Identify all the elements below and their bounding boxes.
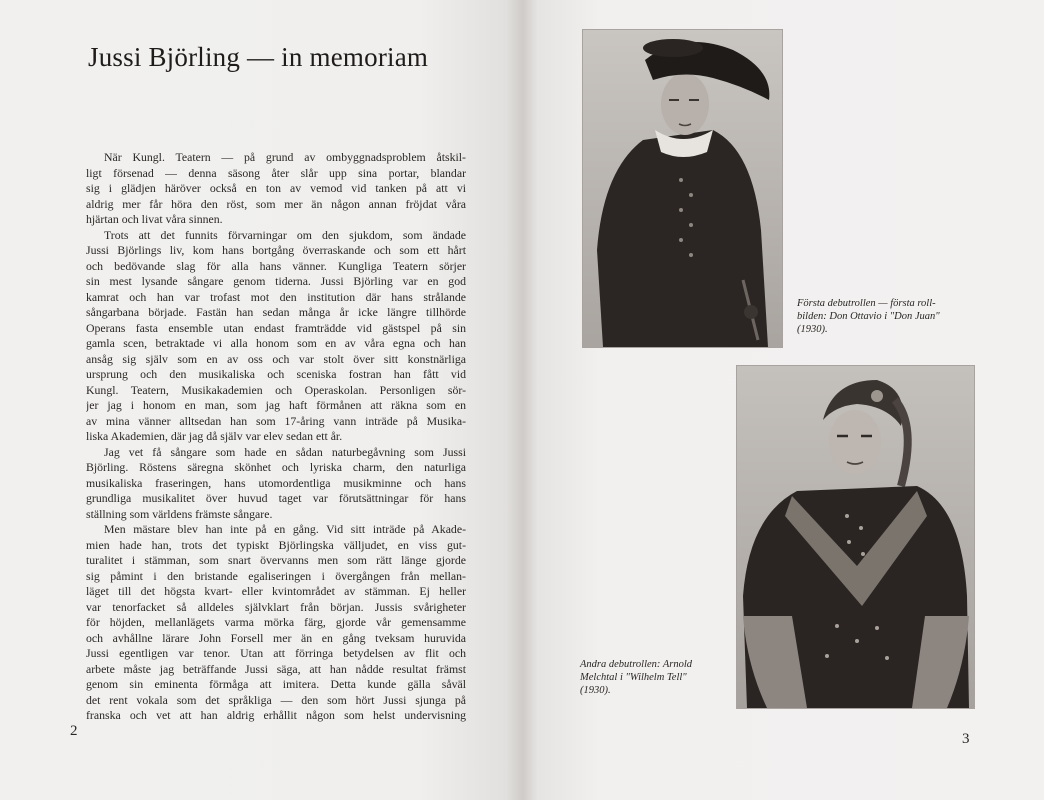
caption-line: (1930). (797, 324, 828, 335)
text-line: Trots att det funnits förvarningar om den sjukdom, som ändade (104, 227, 466, 242)
text-line: genom sin eminenta förmåga att imitera. Detta kunde gälla såväl (86, 677, 466, 691)
text-line: sin mest lysande sångare genom tiderna. Jussi Björling var en god (86, 274, 466, 288)
text-line: läget till det högsta kvart- eller kvintområdet av stämman. Ej heller (86, 584, 466, 598)
caption-line: (1930). (580, 685, 611, 696)
text-line: ursprung och den musikaliska och sceniska fostran han fått vid (86, 367, 466, 381)
caption-photo-2 (580, 658, 730, 697)
caption-photo-1 (797, 297, 967, 336)
text-line: och bedövande slag för alla hans vänner. Kungliga Teatern sörjer (86, 258, 466, 273)
caption-line: Andra debutrollen: Arnold (580, 659, 692, 670)
text-line: gamla scen, betraktade vi alla honom som en av våra egna och han (86, 336, 466, 350)
text-line: och avhållne lärare John Forsell mer än en gång tveksam huruvida (86, 630, 466, 645)
text-line: Jussi Björlings liv, kom hans bortgång överraskande och som ett hårt (86, 243, 466, 257)
text-line: kamrat och han var trofast mot den institution där hans strålande (86, 289, 466, 304)
article-title: Jussi Björling — in memoriam (88, 42, 429, 72)
caption-line: bilden: Don Ottavio i "Don Juan" (797, 311, 940, 322)
article-body (86, 150, 466, 724)
text-line: Jag vet få sångare som hade en sådan naturbegåvning som Jussi (104, 444, 466, 459)
photo-arnold-melchtal (737, 366, 974, 708)
text-line: Operans fasta ensemble utan endast framträdde vid gästspel på sin (86, 320, 466, 335)
text-line: för höjden, mellanlägets varma mörka färg, gjorde vår gemensamme (86, 615, 466, 629)
text-line: var tenorfacket så alldeles självklart från början. Jussis svårigheter (86, 599, 466, 614)
text-line: sig i glädjen häröver också en ton av vemod vid tanken på att vi (86, 181, 466, 195)
text-line: aldrig mer får höra den röst, som mer än någon annan fröjdat våra (86, 196, 466, 211)
page-number-left: 2 (70, 723, 78, 739)
text-line: ansåg sig själv som en av oss och var stolt över sitt konstnärliga (86, 351, 466, 366)
text-line: grundliga musikalitet över huvud taget var förutsättningar för hans (86, 491, 466, 505)
page-number-right: 3 (962, 731, 970, 747)
text-line: arbete måste jag beträffande Jussi säga, att han nådde resultat främst (86, 661, 466, 676)
caption-line: Melchtal i "Wilhelm Tell" (580, 672, 687, 683)
text-line: av mina vänner alltsedan han som 17-åring vann inträde på Musika- (86, 413, 466, 428)
text-line: hjärtan och livat våra sinnen. (86, 212, 223, 226)
text-line: det rent vokala som det språkliga — den som hört Jussi sjunga på (86, 692, 466, 707)
text-line: Men mästare blev han inte på en gång. Vid sitt inträde på Akade- (104, 522, 466, 536)
text-line: När Kungl. Teatern — på grund av ombyggnadsproblem åtskil- (104, 150, 466, 164)
text-line: Kungl. Teatern, Musikakademien och Operaskolan. Personligen sör- (86, 382, 466, 397)
caption-line: Första debutrollen — första roll- (797, 298, 936, 309)
text-line: ligt försenad — denna säsong åter slår upp sina portar, blandar (86, 165, 466, 180)
text-line: sångarbana började. Fastän han sedan många år icke längre tillhörde (86, 305, 466, 319)
text-line: ställning som världens främste sångare. (86, 506, 273, 521)
text-line: jer jag i honom en man, som jag haft förmånen att räkna som en (86, 398, 466, 412)
text-line: sig påmint i den bristande egaliseringen i övergången från mellan- (86, 568, 466, 583)
text-line: mien hade han, trots det typiskt Björlingska välljudet, en viss gut- (86, 537, 466, 552)
text-line: turalitet i stämman, som snart övervanns men som rätt länge gjorde (86, 553, 466, 567)
text-line: Jussi egentligen var tenor. Utan att förringa betydelsen av flit och (86, 646, 466, 660)
text-line: franska och vet att han aldrig erhållit någon som helst undervisning (86, 708, 466, 722)
text-line: liska Akademien, där jag då själv var elev sedan ett år. (86, 429, 343, 443)
photo-don-ottavio (583, 30, 782, 347)
text-line: Björling. Röstens säregna skönhet och lyriska charm, den naturliga (86, 460, 466, 474)
text-line: musikaliska fraseringen, hans utomordentliga musikminne och hans (86, 475, 466, 490)
